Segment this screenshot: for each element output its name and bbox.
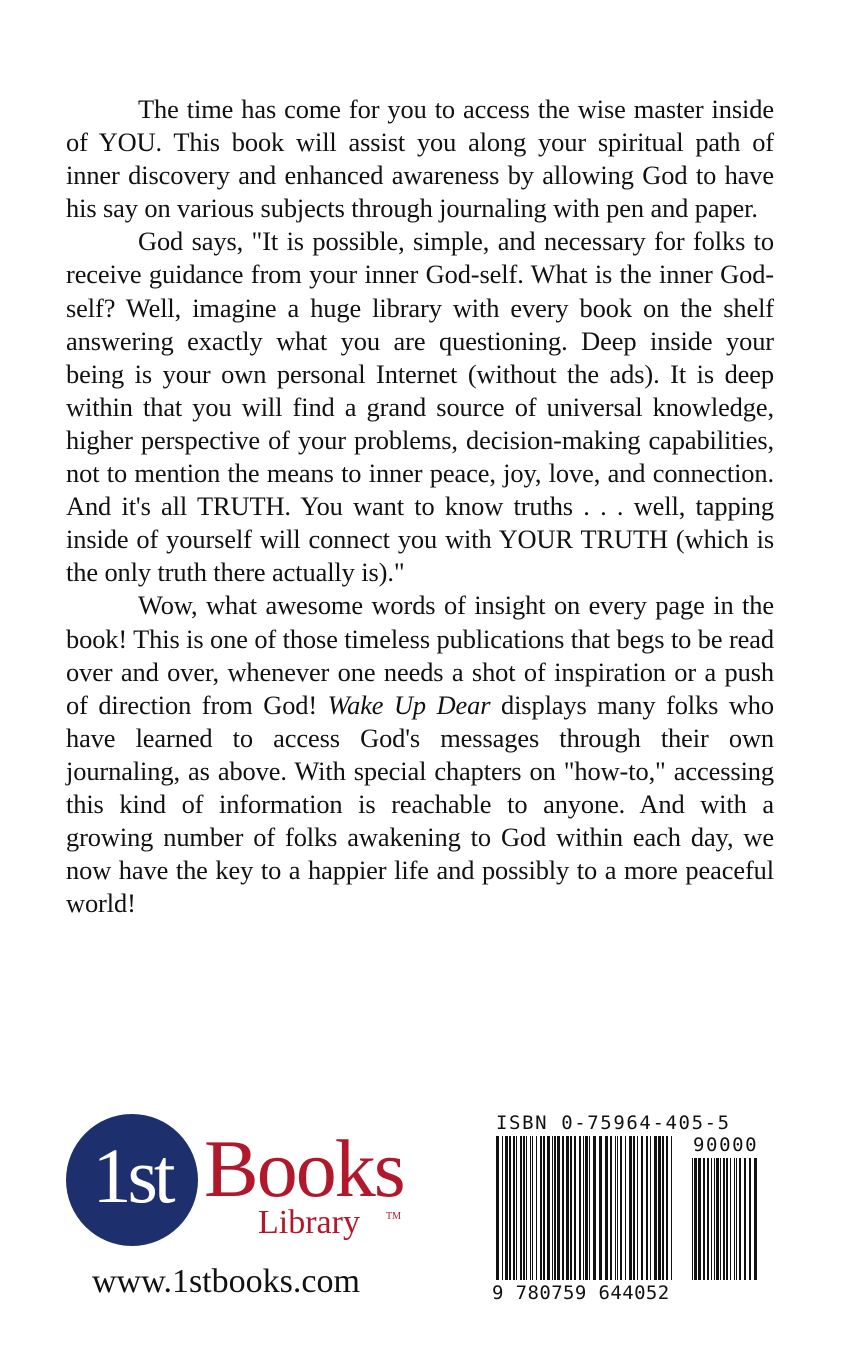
addon-bar-14 (739, 1158, 741, 1280)
barcode-bar-19 (566, 1136, 569, 1280)
addon-bar-0 (692, 1158, 693, 1280)
barcode-bar-26 (593, 1136, 596, 1280)
barcode-bar-21 (574, 1136, 576, 1280)
barcode-bar-33 (625, 1136, 626, 1280)
blurb-paragraph-2: God says, "It is possible, simple, and necessary for folks to receive guidance from your inner God-self. What is the inner God-self? Well, imagine a huge library with every book on the shelf answering exactly what you are questioning. Deep inside your being is your own personal Internet (without the ads). It is deep within that you will find a grand source of universal knowledge, higher perspective of your problems, decision-making capabilities, not to mention the means to inner peace, joy, love, and connection. And it's all TRUTH. You want to know truths . . . well, tapping inside of yourself will connect you with YOUR TRUTH (which is the only truth there actually is)." (66, 226, 774, 588)
blurb-paragraph-1: The time has come for you to access the wise master inside of YOU. This book will assist you along your spiritual path of inner discovery and enhanced awareness by allowing God to have his say on various subjects through journaling with pen and paper. (66, 94, 774, 224)
barcode-bar-39 (650, 1136, 651, 1280)
publisher-website: www.1stbooks.com (92, 1263, 360, 1300)
logo-trademark: TM (386, 1211, 401, 1222)
barcode-bar-14 (547, 1136, 550, 1280)
barcode-bar-0 (496, 1136, 499, 1280)
barcode-bar-2 (505, 1136, 508, 1280)
barcode-bar-42 (662, 1136, 664, 1280)
barcode-bar-25 (589, 1136, 590, 1280)
logo-circle (66, 1114, 198, 1246)
barcode-bar-18 (562, 1136, 564, 1280)
barcode-bar-6 (520, 1136, 522, 1280)
barcode-bar-13 (543, 1136, 545, 1280)
barcode-bar-15 (552, 1136, 553, 1280)
addon-bar-13 (736, 1158, 737, 1280)
barcode-bar-34 (629, 1136, 632, 1280)
book-title: Wake Up Dear (327, 689, 491, 720)
addon-bar-6 (714, 1158, 715, 1280)
barcode-bar-40 (654, 1136, 657, 1280)
blurb-paragraph-3 (66, 589, 774, 920)
addon-bar-17 (754, 1158, 757, 1280)
price-code: 90000 (693, 1134, 759, 1156)
barcode-bar-11 (536, 1136, 537, 1280)
barcode-bar-27 (599, 1136, 602, 1280)
barcode-bar-41 (658, 1136, 661, 1280)
back-cover-blurb (66, 93, 774, 920)
barcode-bar-38 (646, 1136, 648, 1280)
barcode-bar-22 (579, 1136, 581, 1280)
barcode-bar-30 (615, 1136, 616, 1280)
addon-bar-15 (744, 1158, 746, 1280)
barcode-bar-32 (620, 1136, 622, 1280)
addon-bar-3 (703, 1158, 705, 1280)
barcode-bar-4 (513, 1136, 515, 1280)
barcode-bar-5 (516, 1136, 517, 1280)
blurb-paragraph-3-end: displays many folks who have learned to access God's messages through their own journaling, as above. With special chapters on "how-to," accessing this kind of information is reachable to anyone. And with a growing number of folks awakening to God within each day, we now have the key to a happier life and possibly to a more peaceful world! (66, 689, 774, 919)
barcode-bar-36 (637, 1136, 638, 1280)
barcode-bar-8 (526, 1136, 527, 1280)
addon-bar-10 (726, 1158, 728, 1280)
barcode-bar-7 (523, 1136, 525, 1280)
barcode-bar-23 (583, 1136, 584, 1280)
barcode-bar-3 (509, 1136, 511, 1280)
addon-bar-5 (711, 1158, 712, 1280)
isbn-text: ISBN 0-75964-405-5 (496, 1112, 731, 1134)
addon-bar-1 (694, 1158, 697, 1280)
addon-bar-8 (720, 1158, 721, 1280)
barcode-bar-16 (554, 1136, 556, 1280)
barcode-bar-37 (641, 1136, 643, 1280)
barcode-bar-44 (671, 1136, 672, 1280)
barcode-bar-43 (666, 1136, 668, 1280)
ean-digits: 9 780759 644052 (492, 1282, 670, 1304)
barcode-bar-12 (540, 1136, 542, 1280)
barcode-bar-28 (605, 1136, 608, 1280)
barcode-bar-29 (610, 1136, 612, 1280)
addon-bar-7 (716, 1158, 719, 1280)
logo-library-text: Library (258, 1204, 360, 1241)
barcode-bar-17 (557, 1136, 560, 1280)
barcode-addon-bars (692, 1158, 758, 1280)
barcode-bars (496, 1136, 676, 1280)
barcode-bar-9 (530, 1136, 531, 1280)
barcode-bar-31 (617, 1136, 618, 1280)
barcode-bar-10 (532, 1136, 533, 1280)
logo-1st-text: 1st (92, 1132, 172, 1219)
barcode-bar-35 (633, 1136, 635, 1280)
addon-bar-9 (723, 1158, 725, 1280)
blurb-paragraph-3-start: Wow, what awesome words of insight on every page in the book! This is one of those timeless publications that begs to be read over and over, whenever one needs a shot of inspiration or a push of direction from God! (66, 590, 774, 720)
isbn-barcode (488, 1112, 760, 1304)
addon-bar-12 (734, 1158, 735, 1280)
barcode-bar-20 (570, 1136, 572, 1280)
addon-bar-2 (698, 1158, 701, 1280)
barcode-bar-24 (585, 1136, 588, 1280)
logo-books-text: Books (204, 1123, 404, 1214)
addon-bar-4 (707, 1158, 709, 1280)
publisher-logo (64, 1110, 424, 1260)
addon-bar-11 (730, 1158, 731, 1280)
barcode-bar-1 (502, 1136, 503, 1280)
addon-bar-16 (749, 1158, 751, 1280)
